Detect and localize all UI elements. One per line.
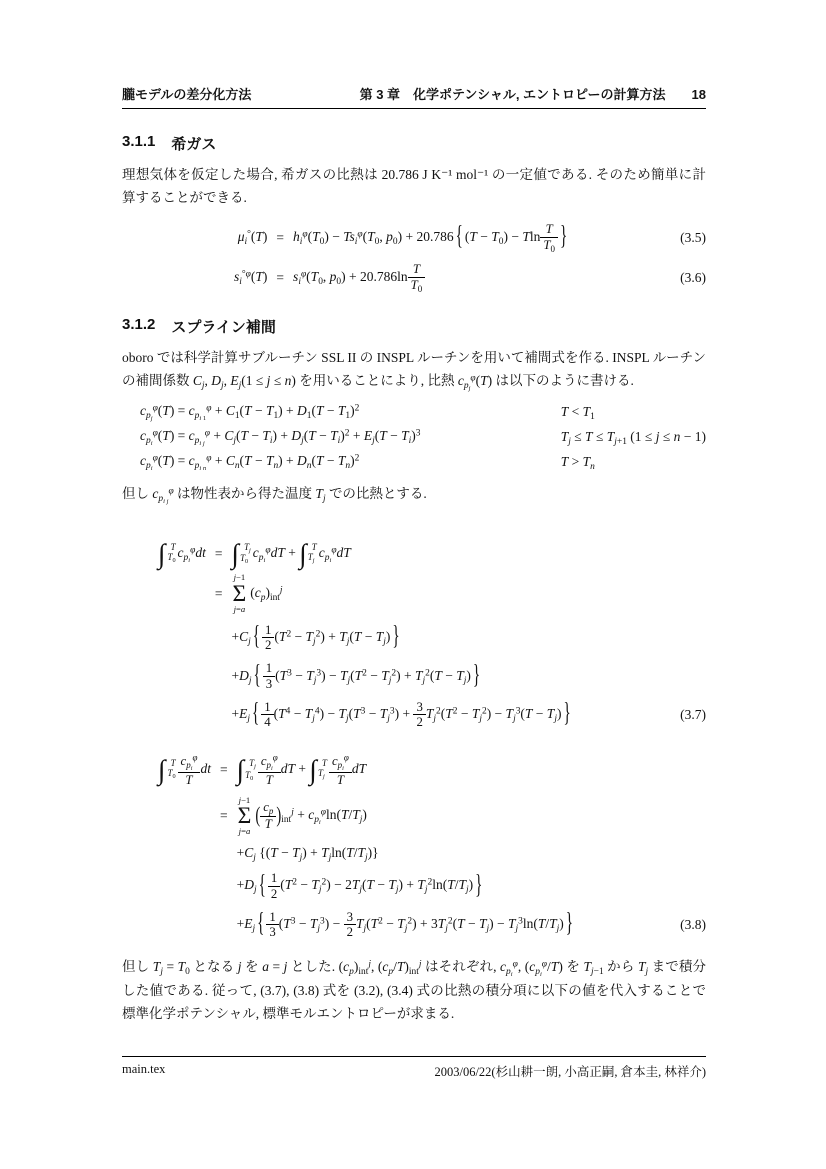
spline-piecewise-equations bbox=[140, 400, 706, 475]
equation-lhs bbox=[158, 841, 211, 867]
spline-equation-row bbox=[140, 450, 706, 475]
spline-condition: $T_j \le T \le T_{j+1}$ (1 ≤ j ≤ n − 1) bbox=[560, 428, 706, 447]
equation-number bbox=[680, 792, 706, 841]
footer-date-authors: 2003/06/22(杉山耕一朗, 小高正嗣, 倉本圭, 林祥介) bbox=[434, 1065, 706, 1079]
section-number: 3.1.1 bbox=[122, 133, 156, 150]
equation-row-3-6 bbox=[234, 258, 706, 298]
equation-rhs: j−1 Σ j=a ( $\frac{c_p}{T}$ )$_{int}^j + c_{p_i}^\varphi\ln(T/T_j)$ bbox=[237, 794, 367, 837]
running-header-left: 朧モデルの差分化方法 bbox=[122, 87, 252, 102]
equation-lhs bbox=[158, 906, 211, 945]
equation-number bbox=[680, 867, 706, 906]
paragraph-spline-note: 但し $c_{p_{i j}}^\varphi$ は物性表から得た温度 $T_j$ での比熱とする. bbox=[122, 486, 427, 506]
equation-number bbox=[680, 748, 706, 791]
equation-row bbox=[158, 619, 706, 658]
page-content bbox=[122, 84, 706, 1026]
equation-relation bbox=[206, 619, 232, 658]
equation-row bbox=[158, 841, 706, 867]
spline-formula: $c_{p_i}^\varphi(T) = c_{p_{i n}}^\varphi + C_n(T - T_n) + D_n(T - T_n)^2$ bbox=[140, 453, 360, 473]
equation-relation bbox=[211, 867, 237, 906]
section-title: スプライン補間 bbox=[171, 318, 276, 336]
equation-number: (3.8) bbox=[680, 916, 706, 932]
equation-number bbox=[680, 538, 706, 570]
equation-relation bbox=[206, 657, 232, 696]
equation-number bbox=[680, 841, 706, 867]
spline-equation-row bbox=[140, 400, 706, 425]
equation-group-3-8 bbox=[158, 748, 706, 944]
equation-lhs: $\mu_i^\circ(T)$ bbox=[237, 228, 268, 247]
equation-number: (3.7) bbox=[680, 706, 706, 722]
equation-row bbox=[158, 906, 706, 945]
equation-lhs: ∫ T $T_0$ $\frac{c_{p_i}^\varphi}{T}$ dt bbox=[158, 752, 211, 787]
equation-row-3-5 bbox=[234, 218, 706, 258]
spline-condition: $T > T_n$ bbox=[560, 453, 595, 472]
section-heading-3-1-1 bbox=[122, 133, 706, 154]
running-header bbox=[122, 84, 706, 103]
equation-lhs bbox=[158, 867, 211, 906]
equation-row bbox=[158, 696, 706, 735]
equation-relation: = bbox=[276, 229, 285, 245]
equation-relation bbox=[211, 841, 237, 867]
equation-number: (3.5) bbox=[680, 229, 706, 245]
equation-lhs bbox=[158, 696, 206, 735]
equation-relation: = bbox=[219, 761, 228, 777]
equation-rhs: ∫ $T_j$ $T_0$ $\frac{c_{p_i}^\varphi}{T}$ dT + ∫ T $T_j$ $\frac{c_{p_i}^\varphi}{T}$ dT bbox=[236, 752, 367, 787]
equation-relation bbox=[211, 906, 237, 945]
running-header-right bbox=[360, 84, 706, 103]
equation-relation bbox=[206, 696, 232, 735]
equation-group-3-7 bbox=[158, 538, 706, 734]
equation-rhs: j−1 Σ j=a $(c_p)_{int}^j$ bbox=[232, 572, 283, 615]
section-title: 希ガス bbox=[171, 136, 217, 153]
paragraph-closing: 但し $T_j = T_0$ となる j を a = j とした. $(c_p)_{int}^j$, $(c_p/T)_{int}^j$ はそれぞれ, $c_{p_i}^\varphi$, $(c_{p_i}^\varphi/T)$ を $T_{j-1}$ から $T_j$ まで積分した値である. 従って, (3.7), (3.8) 式を (3.2), (3.4) 式の比熱の積分項に以下の値を代入することで標準化学ポテンシャル, 標準モルエントロピーが求まる. bbox=[122, 959, 707, 1022]
equation-rhs: $+C_j$ { $\frac{1}{2}$ $(T^2 - T_j^2) + T_j(T - T_j)$ } bbox=[231, 622, 400, 653]
equation-lhs bbox=[158, 657, 206, 696]
spline-condition: $T < T_1$ bbox=[560, 403, 595, 422]
spline-equation-row bbox=[140, 425, 706, 450]
footer-filename: main.tex bbox=[122, 1062, 166, 1076]
equation-number: (3.6) bbox=[680, 269, 706, 285]
equation-relation: = bbox=[214, 586, 223, 602]
paragraph-spline-intro: oboro では科学計算サブルーチン SSL II の INSPL ルーチンを用いて補間式を作る. INSPL ルーチンの補間係数 $C_j$, $D_j$, $E_j(1 \le j \le n)$ を用いることにより, 比熱 $c_{p_j}^\varphi(T)$ は以下のように書ける. bbox=[122, 349, 706, 392]
equation-relation: = bbox=[276, 269, 285, 285]
section-number: 3.1.2 bbox=[122, 315, 156, 333]
equation-lhs: $s_i^{^\circ\varphi}(T)$ bbox=[234, 268, 268, 287]
equation-rhs: $+C_j$ $\{(T - T_j) + T_j\ln(T/T_j)\}$ bbox=[236, 844, 379, 863]
equation-lhs bbox=[158, 569, 206, 618]
equation-relation: = bbox=[219, 808, 228, 824]
equation-rhs: ∫ $T_j$ $T_0$ $c_{p_i}^\varphi dT$ + ∫ T $T_j$ $c_{p_i}^\varphi dT$ bbox=[231, 537, 351, 569]
equation-row bbox=[158, 569, 706, 618]
header-rule bbox=[122, 108, 706, 109]
equation-row bbox=[158, 792, 706, 841]
equation-rhs: $+E_j$ { $\frac{1}{3}$ $(T^3 - T_j^3)$ − $\frac{3}{2}$ $T_j(T^2 - T_j^2) + 3T_j^2(T - T_j) - T_j^3\ln(T/T_j)$ } bbox=[236, 909, 574, 940]
equation-row bbox=[158, 657, 706, 696]
equation-rhs: $+D_j$ { $\frac{1}{2}$ $(T^2 - T_j^2) - 2T_j(T - T_j) + T_j^2\ln(T/T_j)$ } bbox=[236, 870, 483, 901]
equation-lhs bbox=[158, 792, 211, 841]
equation-number bbox=[680, 619, 706, 658]
chapter-title: 第 3 章 化学ポテンシャル, エントロピーの計算方法 bbox=[359, 87, 666, 102]
equation-lhs bbox=[158, 619, 206, 658]
equation-row bbox=[158, 867, 706, 906]
equation-row bbox=[158, 538, 706, 570]
page-footer bbox=[122, 1056, 706, 1080]
equation-row bbox=[158, 748, 706, 791]
spline-formula: $c_{p_j}^\varphi(T) = c_{p_{i 1}}^\varphi + C_1(T - T_1) + D_1(T - T_1)^2$ bbox=[140, 403, 360, 423]
equation-rhs: $+E_j$ { $\frac{1}{4}$ $(T^4 - T_j^4) - T_j(T^3 - T_j^3)$ + $\frac{3}{2}$ $T_j^2(T^2 - T_j^2) - T_j^3(T - T_j)$ } bbox=[231, 699, 571, 730]
equation-group-3-5-3-6 bbox=[234, 218, 706, 298]
equation-rhs: $s_i^\varphi(T_0$, $p_0) + 20.786\ln$ $\frac{T}{T_0}$ bbox=[293, 258, 680, 298]
equation-lhs: ∫ T $T_0$ $c_{p_i}^\varphi dt$ bbox=[158, 537, 206, 569]
equation-number bbox=[680, 657, 706, 696]
equation-rhs: $+D_j$ { $\frac{1}{3}$ $(T^3 - T_j^3) - T_j(T^2 - T_j^2) + T_j^2(T - T_j)$ } bbox=[231, 660, 481, 691]
page-number: 18 bbox=[691, 87, 706, 102]
equation-number bbox=[680, 569, 706, 618]
section-heading-3-1-2 bbox=[122, 316, 706, 337]
spline-formula: $c_{p_i}^\varphi(T) = c_{p_{i j}}^\varphi + C_j(T - T_i) + D_j(T - T_i)^2 + E_j(T - T_i)^3$ bbox=[140, 428, 421, 448]
equation-rhs: $h_i^\varphi(T_0) - Ts_i^\varphi(T_0$, $p_0) + 20.786$ { $(T - T_0) - Tln$ $\frac{T}{T_0}$ } bbox=[293, 221, 568, 254]
equation-relation: = bbox=[214, 545, 223, 561]
paragraph-noble-gas: 理想気体を仮定した場合, 希ガスの比熱は 20.786 J K⁻¹ mol⁻¹ の一定値である. そのため簡単に計算することができる. bbox=[122, 167, 706, 205]
